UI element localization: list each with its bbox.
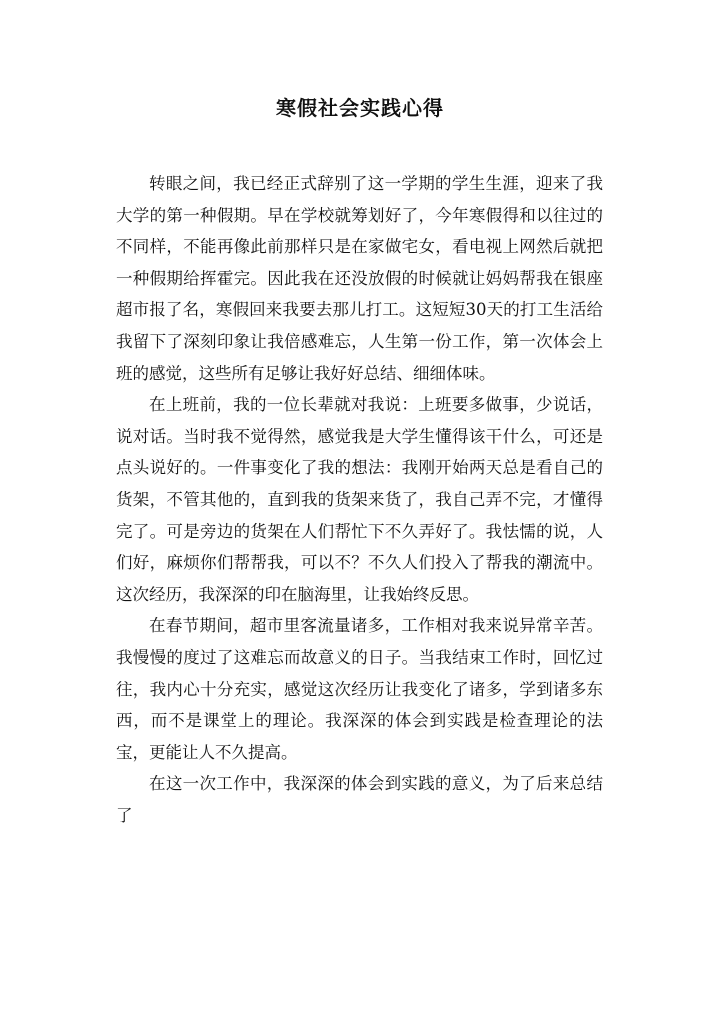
document-title: 寒假社会实践心得 [276, 96, 444, 120]
paragraph-3: 在春节期间，超市里客流量诸多，工作相对我来说异常辛苦。我慢慢的度过了这难忘而故意义的日子。当我结束工作时，回忆过往，我内心十分充实，感觉这次经历让我变化了诸多，学到诸多东西，而不是课堂上的理论。我深深的体会到实践是检查理论的法宝，更能让人不久提高。 [116, 616, 603, 762]
paragraph-1: 转眼之间，我已经正式辞别了这一学期的学生生涯，迎来了我大学的第一种假期。早在学校就筹划好了，今年寒假得和以往过的不同样，不能再像此前那样只是在家做宅女，看电视上网然后就把一种假期给挥霍完。因此我在还没放假的时候就让妈妈帮我在银座超市报了名，寒假回来我要去那儿打工。这短短30天的打工生活给我留下了深刻印象让我倍感难忘，人生第一份工作，第一次体会上班的感觉，这些所有足够让我好好总结、细细体味。 [116, 174, 603, 383]
paragraph-4: 在这一次工作中，我深深的体会到实践的意义，为了后来总结了 [116, 774, 603, 825]
document-body [116, 168, 603, 831]
paragraph-2: 在上班前，我的一位长辈就对我说：上班要多做事，少说话，说对话。当时我不觉得然，感觉我是大学生懂得该干什么，可还是点头说好的。一件事变化了我的想法：我刚开始两天总是看自己的货架，不管其他的，直到我的货架来货了，我自己弄不完，才懂得完了。可是旁边的货架在人们帮忙下不久弄好了。我怯懦的说，人们好，麻烦你们帮帮我，可以不？不久人们投入了帮我的潮流中。这次经历，我深深的印在脑海里，让我始终反思。 [116, 395, 603, 604]
